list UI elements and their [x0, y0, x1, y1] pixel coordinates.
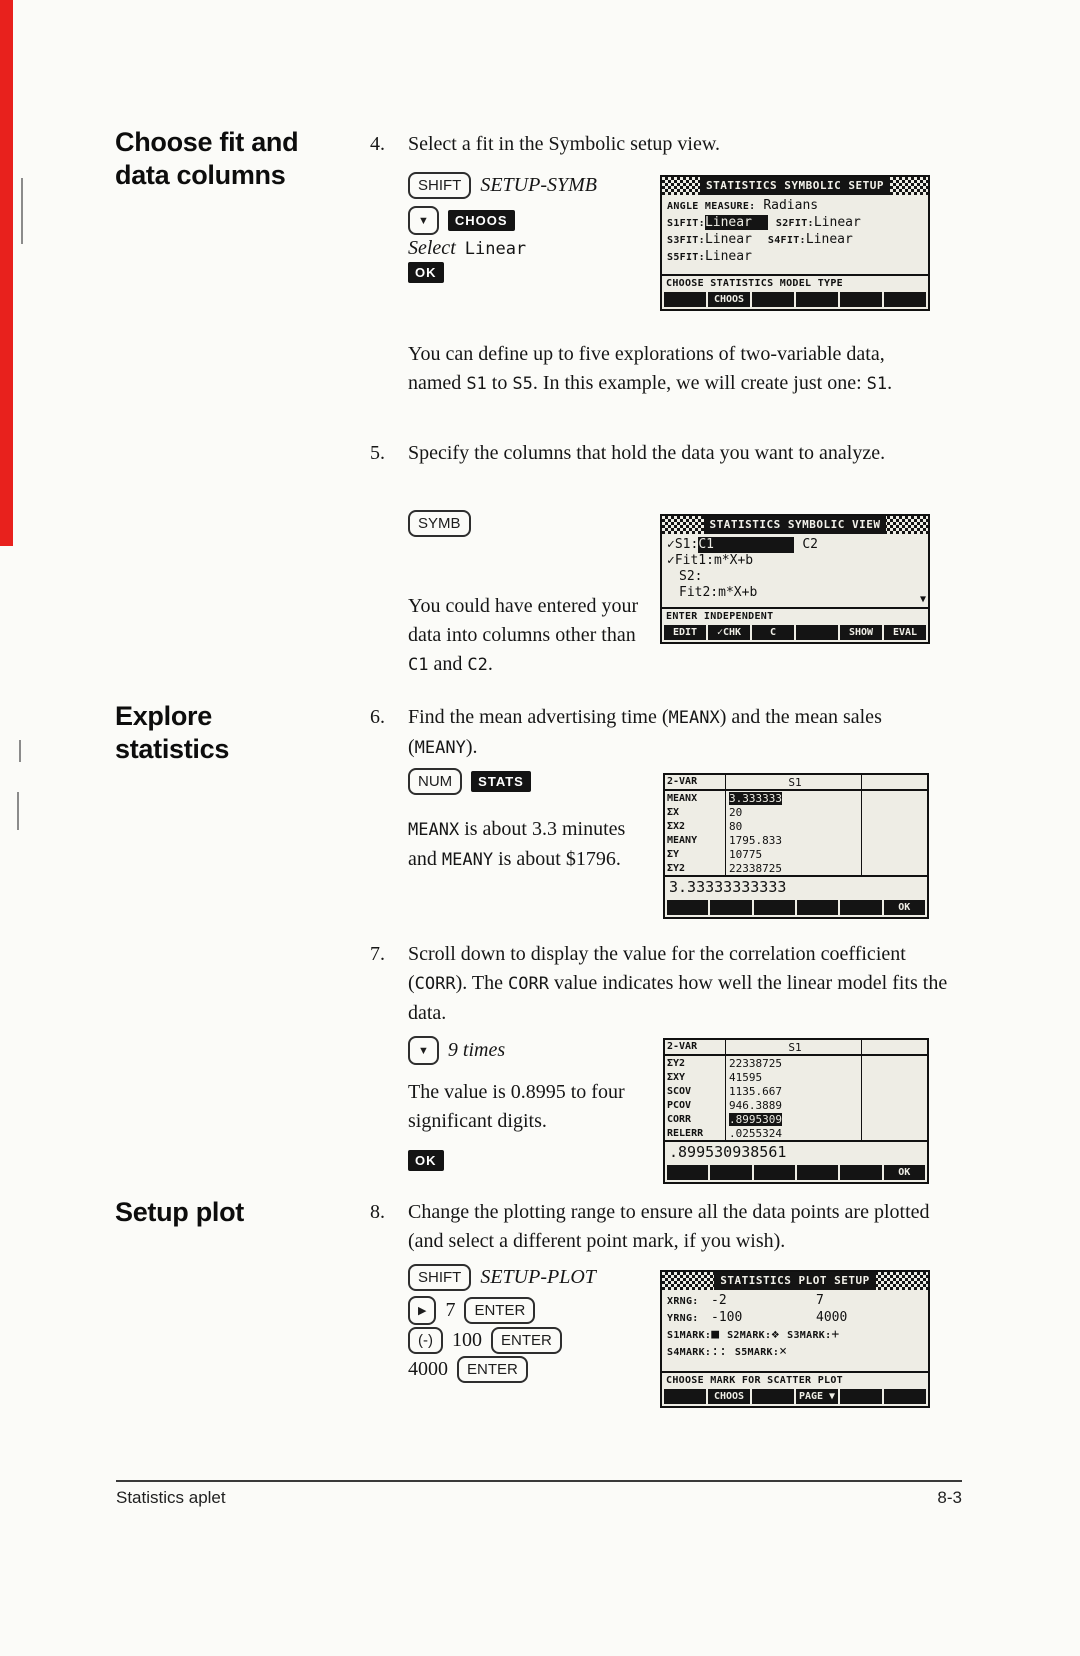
lcd-prompt: CHOOSE MARK FOR SCATTER PLOT	[662, 1371, 928, 1387]
menu-slot-page-down: PAGE ▼	[796, 1389, 838, 1404]
nine-times-label: 9 times	[447, 1039, 506, 1061]
inline-code: S5	[512, 374, 533, 394]
calc-screen-statistics-corr	[663, 1038, 929, 1184]
lcd-menu-bar	[662, 623, 928, 642]
s3fit-s4fit-line: S3FIT:Linear S4FIT:Linear	[667, 232, 853, 247]
menu-slot-chk: ✓CHK	[708, 625, 750, 640]
scan-artifact	[21, 178, 23, 244]
inline-code: S1	[466, 374, 487, 394]
footer-section-title: Statistics aplet	[116, 1488, 226, 1507]
select-linear-instruction	[408, 234, 535, 263]
step-8-number: 8.	[370, 1201, 385, 1223]
stat-row: ΣY 10775	[665, 847, 927, 861]
stat-row: RELERR .0255324	[665, 1126, 927, 1140]
lcd-menu-bar	[662, 1387, 928, 1406]
menu-slot	[667, 1165, 708, 1180]
menu-slot-ok: OK	[884, 1165, 925, 1180]
inline-code: CORR	[414, 974, 456, 994]
note-meanx-meany: MEANX is about 3.3 minutes and MEANY is about $1796.	[408, 818, 626, 870]
menu-slot	[884, 292, 926, 307]
inline-code: CORR	[508, 974, 549, 994]
lcd-title: STATISTICS SYMBOLIC VIEW	[704, 516, 887, 534]
inline-code: C1	[408, 655, 429, 675]
stat-table-header: 2-VAR S1	[665, 775, 927, 791]
yrng-line: YRNG: -100 4000	[667, 1310, 848, 1325]
step-6-number: 6.	[370, 706, 385, 728]
stat-row: CORR .8995309	[665, 1112, 927, 1126]
setup-symb-command: SETUP-SYMB	[480, 174, 598, 196]
keypress-shift-setup-symb	[408, 172, 606, 199]
step-8-text: Change the plotting range to ensure all the data points are plotted (and select a different point mark, if you wish).	[408, 1201, 930, 1252]
note-corr-value: The value is 0.8995 to four significant digits.	[408, 1081, 625, 1132]
menu-slot	[667, 900, 708, 915]
s2-line: S2:	[679, 569, 703, 584]
stat-row: ΣXY 41595	[665, 1070, 927, 1084]
value-7: 7	[445, 1299, 456, 1321]
step-7-text: Scroll down to display the value for the correlation coefficient (CORR). The CORR value indicates how well the linear model fits the data.	[408, 943, 948, 1024]
menu-slot	[752, 292, 794, 307]
scan-artifact	[17, 792, 19, 830]
fit2-line: Fit2:m*X+b	[679, 585, 758, 600]
stat-row: SCOV 1135.667	[665, 1084, 927, 1098]
symb-key: SYMB	[408, 510, 471, 537]
scroll-down-indicator: ▼	[919, 594, 926, 605]
marks-line-1: S1MARK:■ S2MARK:❖ S3MARK:+	[667, 1327, 840, 1342]
section-heading-choose-fit	[115, 126, 298, 192]
inline-code: MEANY	[441, 850, 494, 870]
stat-table-rows	[665, 1056, 927, 1140]
menu-slot	[752, 1389, 794, 1404]
down-arrow-icon: ▼	[418, 215, 429, 227]
s5fit-line: S5FIT:Linear	[667, 249, 752, 264]
lcd-title: STATISTICS PLOT SETUP	[714, 1272, 876, 1290]
choos-menu-label: CHOOS	[448, 210, 515, 231]
menu-slot-eval: EVAL	[884, 625, 926, 640]
highlighted-value: 3.333333	[729, 792, 782, 805]
down-arrow-key	[408, 1036, 439, 1065]
step-5-number: 5.	[370, 442, 385, 464]
stat-row: ΣX2 80	[665, 819, 927, 833]
xrng-line: XRNG: -2 7	[667, 1293, 824, 1308]
step-7-number: 7.	[370, 943, 385, 965]
stat-row: ΣX 20	[665, 805, 927, 819]
value-4000: 4000	[408, 1358, 448, 1380]
red-margin-strip	[0, 0, 13, 546]
step-6-text: Find the mean advertising time (MEANX) and the mean sales (MEANY).	[408, 706, 882, 758]
lcd-title-bar	[662, 516, 928, 534]
menu-slot	[796, 292, 838, 307]
ok-menu-label: OK	[408, 1150, 444, 1171]
stat-row: MEANY 1795.833	[665, 833, 927, 847]
menu-slot	[840, 1389, 882, 1404]
inline-code: S1	[866, 374, 888, 394]
s1-definition-line: ✓S1:C1 C2	[667, 537, 818, 552]
fit1-line: ✓Fit1:m*X+b	[667, 553, 754, 568]
note-other-columns: You could have entered your data into columns other than C1 and C2.	[408, 595, 639, 675]
menu-slot	[754, 900, 795, 915]
calc-screen-statistics-means	[663, 773, 929, 919]
menu-slot-choos: CHOOS	[708, 292, 750, 307]
lcd-title-bar	[662, 177, 928, 195]
note-define-explorations: You can define up to five explorations of two-variable data, named S1 to S5. In this example, we will create just one: S1.	[408, 343, 893, 394]
keypress-ok-2	[408, 1150, 453, 1171]
enter-key: ENTER	[464, 1297, 535, 1324]
negate-key: (-)	[408, 1327, 443, 1354]
menu-slot	[664, 1389, 706, 1404]
calc-screen-plot-setup	[660, 1270, 930, 1408]
heading-line: Explore	[115, 701, 212, 731]
mark-symbol-square: ■	[711, 1327, 720, 1342]
lcd-menu-bar	[665, 898, 927, 917]
keypress-down-9-times	[408, 1036, 514, 1065]
lcd-prompt: CHOOSE STATISTICS MODEL TYPE	[662, 274, 928, 290]
keypress-down-choos	[408, 206, 524, 235]
inline-code: MEANX	[668, 708, 720, 728]
menu-slot	[754, 1165, 795, 1180]
highlighted-c1: C1	[698, 537, 794, 553]
keypress-symb	[408, 510, 480, 537]
shift-key: SHIFT	[408, 1264, 471, 1291]
menu-slot	[840, 1165, 881, 1180]
menu-slot	[840, 900, 881, 915]
keypress-ok	[408, 262, 453, 283]
mark-symbol-dots: ::	[711, 1344, 727, 1359]
footer-rule	[116, 1480, 962, 1482]
stats-menu-label: STATS	[471, 771, 531, 792]
calc-screen-symbolic-view	[660, 514, 930, 644]
shift-key: SHIFT	[408, 172, 471, 199]
linear-value: Linear	[464, 238, 527, 259]
mark-symbol-diamond: ❖	[771, 1327, 780, 1342]
keypress-shift-setup-plot	[408, 1264, 605, 1291]
stat-row: ΣY2 22338725	[665, 1056, 927, 1070]
select-word: Select	[408, 237, 456, 259]
heading-line: data columns	[115, 160, 286, 190]
lcd-menu-bar	[665, 1163, 927, 1182]
right-arrow-key	[408, 1296, 436, 1325]
menu-slot	[710, 900, 751, 915]
menu-slot-ok: OK	[884, 900, 925, 915]
inline-code: MEANX	[408, 820, 460, 840]
enter-key: ENTER	[491, 1327, 562, 1354]
menu-slot	[884, 1389, 926, 1404]
lcd-title-bar	[662, 1272, 928, 1290]
menu-slot-choos: CHOOS	[708, 1389, 750, 1404]
keypress-right-7-enter	[408, 1296, 544, 1325]
heading-line: statistics	[115, 734, 230, 764]
ok-menu-label: OK	[408, 262, 444, 283]
section-heading-setup-plot	[115, 1196, 244, 1229]
scan-artifact	[19, 740, 21, 762]
mark-symbol-x: ×	[779, 1344, 787, 1359]
selected-fit-value: Linear	[705, 215, 768, 230]
angle-measure-line: ANGLE MEASURE: Radians	[667, 198, 819, 213]
setup-plot-command: SETUP-PLOT	[480, 1266, 596, 1288]
section-heading-explore	[115, 700, 229, 766]
step-5-text: Specify the columns that hold the data you want to analyze.	[408, 442, 886, 464]
menu-slot-c: C	[752, 625, 794, 640]
stat-table-rows	[665, 791, 927, 875]
s1fit-s2fit-line: S1FIT:Linear S2FIT:Linear	[667, 215, 861, 230]
menu-slot	[664, 292, 706, 307]
keypress-neg-100-enter	[408, 1326, 571, 1355]
lcd-menu-bar	[662, 290, 928, 309]
menu-slot	[840, 292, 882, 307]
menu-slot-show: SHOW	[840, 625, 882, 640]
value-100: 100	[452, 1329, 482, 1351]
footer-page-number: 8-3	[937, 1488, 962, 1507]
menu-slot	[797, 900, 838, 915]
heading-line: Setup plot	[115, 1197, 244, 1227]
menu-slot	[796, 625, 838, 640]
mark-symbol-plus: +	[831, 1327, 840, 1342]
calc-screen-symbolic-setup	[660, 175, 930, 311]
inline-code: MEANY	[414, 738, 466, 758]
num-key: NUM	[408, 768, 462, 795]
stat-current-value: .899530938561	[665, 1140, 927, 1163]
down-arrow-icon: ▼	[418, 1045, 429, 1057]
marks-line-2: S4MARK::: S5MARK:×	[667, 1344, 787, 1359]
step-4-number: 4.	[370, 133, 385, 155]
keypress-4000-enter	[408, 1355, 537, 1384]
lcd-title: STATISTICS SYMBOLIC SETUP	[700, 177, 890, 195]
stat-row: ΣY2 22338725	[665, 861, 927, 875]
stat-row: PCOV 946.3889	[665, 1098, 927, 1112]
heading-line: Choose fit and	[115, 127, 299, 157]
inline-code: C2	[467, 655, 488, 675]
highlighted-value: .8995309	[729, 1113, 782, 1126]
keypress-num-stats	[408, 768, 540, 795]
menu-slot	[710, 1165, 751, 1180]
lcd-prompt: ENTER INDEPENDENT	[662, 607, 928, 623]
right-arrow-icon: ▶	[418, 1305, 427, 1317]
stat-row: MEANX 3.333333	[665, 791, 927, 805]
stat-table-header: 2-VAR S1	[665, 1040, 927, 1056]
enter-key: ENTER	[457, 1356, 528, 1383]
down-arrow-key	[408, 206, 439, 235]
menu-slot-edit: EDIT	[664, 625, 706, 640]
menu-slot	[797, 1165, 838, 1180]
step-4-text: Select a fit in the Symbolic setup view.	[408, 133, 720, 155]
stat-current-value: 3.33333333333	[665, 875, 927, 898]
